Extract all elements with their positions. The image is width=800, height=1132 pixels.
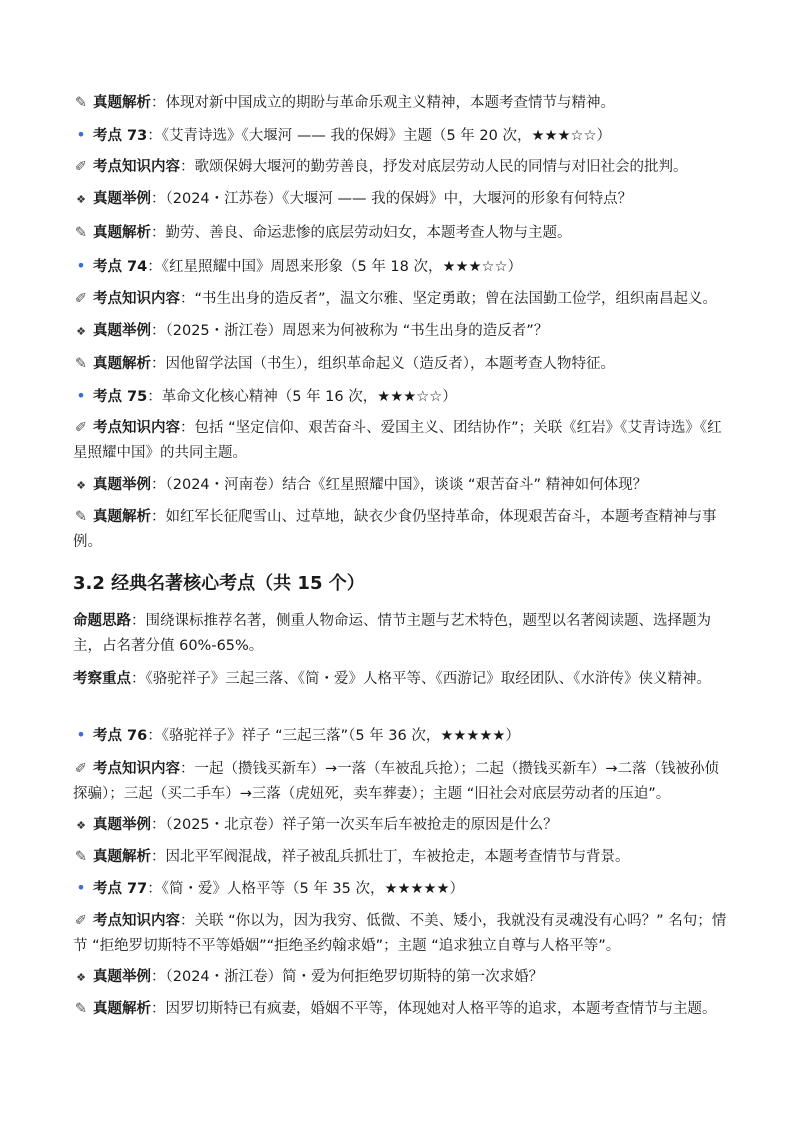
bullet-icon: • [76, 386, 86, 405]
diamond-icon: ❖ [76, 193, 86, 206]
label: 考点 77 [93, 881, 148, 897]
label: 真题举例 [93, 191, 151, 207]
exam-point-75 [73, 385, 733, 408]
text: ：一起（攒钱买新车）→一落（车被乱兵抢）；二起（攒钱买新车）→二落（钱被孙侦探骗）；三起（买二手车）→三落（虎妞死，卖车葬妻）；主题 “旧社会对底层劳动者的压迫”。 [73, 761, 720, 802]
text: ：（2025・北京卷）祥子第一次买车后车被抢走的原因是什么？ [151, 817, 558, 833]
text: ：因他留学法国（书生），组织革命起义（造反者），本题考查人物特征。 [151, 356, 615, 372]
example-paragraph [73, 814, 733, 837]
text: ：“书生出身的造反者”，温文尔雅、坚定勇敢；曾在法国勤工俭学，组织南昌起义。 [180, 291, 718, 307]
label: 考点知识内容 [93, 291, 180, 307]
bullet-icon: • [76, 125, 86, 144]
knowledge-paragraph [73, 288, 733, 310]
text: ：歌颂保姆大堰河的勤劳善良，抒发对底层劳动人民的同情与对旧社会的批判。 [180, 159, 688, 175]
text: ：《艾青诗选》《大堰河 —— 我的保姆》主题（5 年 20 次，★★★☆☆） [147, 128, 611, 144]
label: 真题举例 [93, 477, 151, 493]
pencil-icon: ✐ [74, 159, 88, 175]
label: 考点 73 [93, 128, 148, 144]
label: 真题举例 [93, 969, 151, 985]
text: ：关联 “你以为，因为我穷、低微、不美、矮小，我就没有灵魂没有心吗？” 名句；情节 “拒绝罗切斯特不平等婚姻”“拒绝圣约翰求婚”；主题 “追求独立自尊与人格平等”。 [73, 913, 727, 954]
diamond-icon: ❖ [76, 819, 86, 832]
pencil-icon: ✐ [74, 420, 88, 436]
knowledge-paragraph [73, 416, 728, 466]
text: ：因北平军阀混战，祥子被乱兵抓壮丁，车被抢走，本题考查情节与背景。 [151, 849, 630, 865]
diamond-icon: ❖ [76, 479, 86, 492]
label: 真题举例 [93, 817, 151, 833]
diamond-icon: ❖ [76, 325, 86, 338]
label: 考点知识内容 [93, 420, 180, 436]
edit-icon: ✎ [74, 509, 88, 525]
label: 真题解析 [93, 356, 151, 372]
exam-point-77 [73, 877, 733, 900]
example-paragraph [73, 320, 733, 343]
label: 考点 74 [93, 259, 148, 275]
text: ：（2024・浙江卷）简・爱为何拒绝罗切斯特的第一次求婚？ [151, 969, 544, 985]
bullet-icon: • [76, 725, 86, 744]
pencil-icon: ✐ [74, 761, 88, 777]
label: 考点 76 [93, 728, 148, 744]
bullet-icon: • [76, 256, 86, 275]
text: ：围绕课标推荐名著，侧重人物命运、情节主题与艺术特色，题型以名著阅读题、选择题为主，占名著分值 60%-65%。 [73, 613, 711, 654]
analysis-paragraph [73, 222, 733, 244]
example-paragraph [73, 188, 733, 211]
exam-point-74 [73, 255, 733, 278]
knowledge-paragraph [73, 156, 733, 178]
analysis-paragraph [73, 846, 733, 868]
edit-icon: ✎ [74, 95, 88, 111]
text: ：如红军长征爬雪山、过草地，缺衣少食仍坚持革命，体现艰苦奋斗，本题考查精神与事例。 [73, 509, 717, 550]
edit-icon: ✎ [74, 849, 88, 865]
focus-paragraph [73, 667, 728, 692]
text: ：（2024・河南卷）结合《红星照耀中国》，谈谈 “艰苦奋斗” 精神如何体现？ [151, 477, 648, 493]
text: ：（2025・浙江卷）周恩来为何被称为 “书生出身的造反者”？ [151, 323, 549, 339]
analysis-paragraph [73, 505, 728, 555]
bullet-icon: • [76, 878, 86, 897]
pencil-icon: ✐ [74, 913, 88, 929]
text: ：包括 “坚定信仰、艰苦奋斗、爱国主义、团结协作”；关联《红岩》《艾青诗选》《红星照耀中国》的共同主题。 [73, 420, 722, 461]
analysis-paragraph [73, 92, 733, 114]
text: ：《简・爱》人格平等（5 年 35 次，★★★★★） [147, 881, 464, 897]
pencil-icon: ✐ [74, 291, 88, 307]
label: 考点知识内容 [93, 159, 180, 175]
diamond-icon: ❖ [76, 971, 86, 984]
exam-point-73 [73, 124, 733, 147]
edit-icon: ✎ [74, 356, 88, 372]
example-paragraph [73, 474, 733, 497]
knowledge-paragraph [73, 757, 728, 807]
label: 真题解析 [93, 225, 151, 241]
label: 真题举例 [93, 323, 151, 339]
label: 真题解析 [93, 1001, 151, 1017]
text: ：《红星照耀中国》周恩来形象（5 年 18 次，★★★☆☆） [147, 259, 522, 275]
text: ：体现对新中国成立的期盼与革命乐观主义精神，本题考查情节与精神。 [151, 95, 615, 111]
knowledge-paragraph [73, 909, 728, 959]
text: ：因罗切斯特已有疯妻，婚姻不平等，体现她对人格平等的追求，本题考查情节与主题。 [151, 1001, 717, 1017]
edit-icon: ✎ [74, 1001, 88, 1017]
example-paragraph [73, 966, 733, 989]
edit-icon: ✎ [74, 225, 88, 241]
label: 真题解析 [93, 95, 151, 111]
label: 真题解析 [93, 509, 151, 525]
label: 命题思路 [73, 613, 131, 629]
label: 考点 75 [93, 389, 148, 405]
text: ：勤劳、善良、命运悲惨的底层劳动妇女，本题考查人物与主题。 [151, 225, 572, 241]
label: 考点知识内容 [93, 913, 180, 929]
label: 考察重点 [73, 671, 131, 687]
section-heading: 3.2 经典名著核心考点（共 15 个） [73, 573, 365, 594]
exam-point-76 [73, 724, 733, 747]
text: ：《骆驼祥子》祥子 “三起三落”（5 年 36 次，★★★★★） [147, 728, 520, 744]
text: ：《骆驼祥子》三起三落、《简・爱》人格平等、《西游记》取经团队、《水浒传》侠义精神。 [131, 671, 711, 687]
text: ：革命文化核心精神（5 年 16 次，★★★☆☆） [147, 389, 457, 405]
analysis-paragraph [73, 353, 733, 375]
label: 考点知识内容 [93, 761, 180, 777]
text: ：（2024・江苏卷）《大堰河 —— 我的保姆》中，大堰河的形象有何特点？ [151, 191, 633, 207]
label: 真题解析 [93, 849, 151, 865]
proposition-idea-paragraph [73, 609, 728, 659]
analysis-paragraph [73, 998, 733, 1020]
